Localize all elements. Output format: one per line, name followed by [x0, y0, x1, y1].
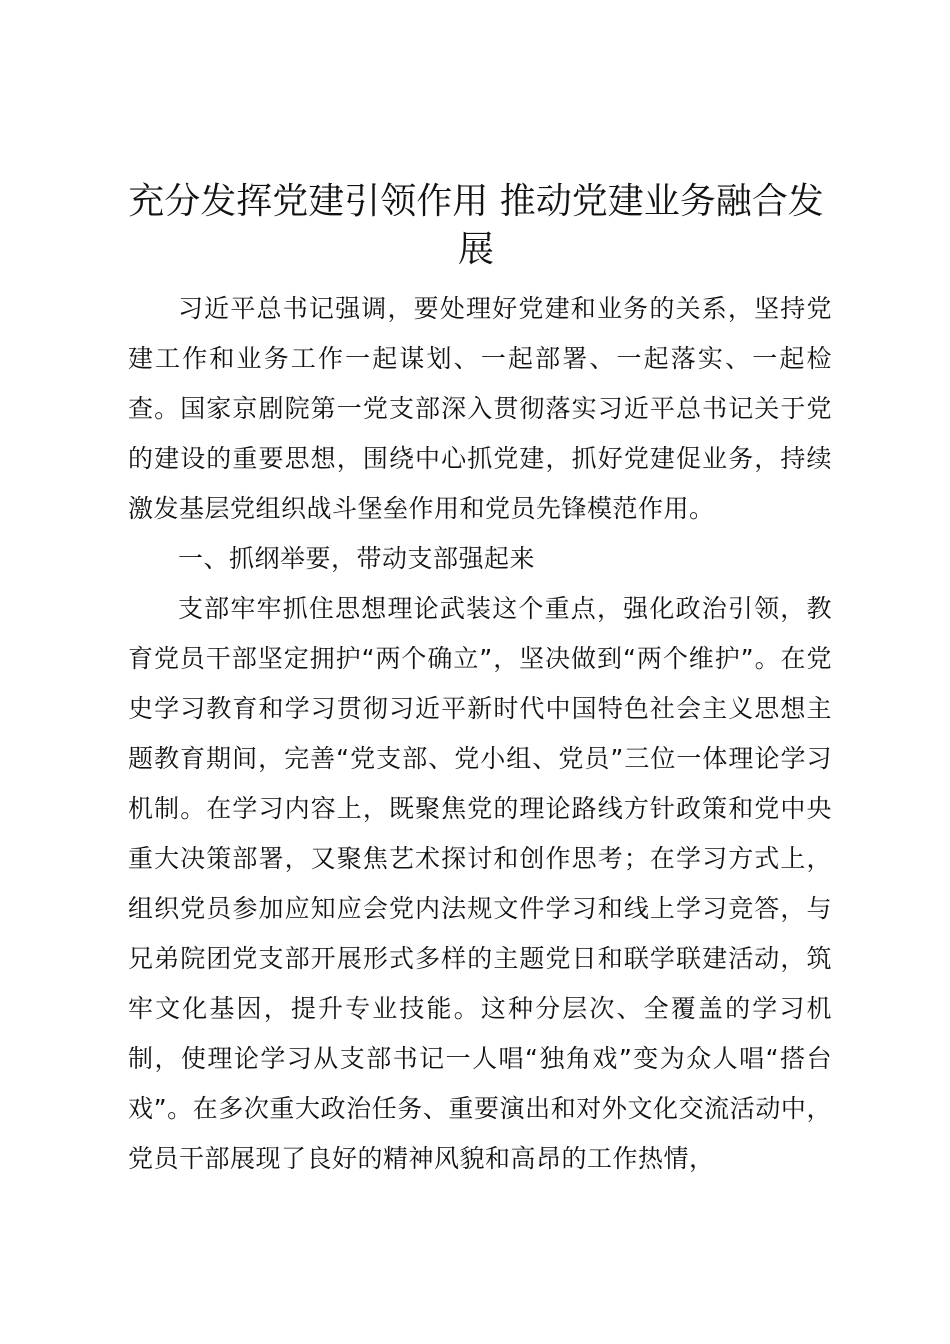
body-paragraph: 支部牢牢抓住思想理论武装这个重点，强化政治引领，教育党员干部坚定拥护“两个确立”，坚决做到“两个维护”。在党史学习教育和学习贯彻习近平新时代中国特色社会主义思想主题教育期间，完善“党支部、党小组、党员”三位一体理论学习机制。在学习内容上，既聚焦党的理论路线方针政策和党中央重大决策部署，又聚焦艺术探讨和创作思考；在学习方式上，组织党员参加应知应会党内法规文件学习和线上学习竞答，与兄弟院团党支部开展形式多样的主题党日和联学联建活动，筑牢文化基因，提升专业技能。这种分层次、全覆盖的学习机制，使理论学习从支部书记一人唱“独角戏”变为众人唱“搭台戏”。在多次重大政治任务、重要演出和对外文化交流活动中，党员干部展现了良好的精神风貌和高昂的工作热情， [128, 594, 832, 1173]
document-title: 充分发挥党建引领作用 推动党建业务融合发展 [128, 181, 824, 270]
section-heading: 一、抓纲举要，带动支部强起来 [178, 544, 536, 573]
document-body [128, 284, 832, 1184]
intro-paragraph: 习近平总书记强调，要处理好党建和业务的关系，坚持党建工作和业务工作一起谋划、一起部署、一起落实、一起检查。国家京剧院第一党支部深入贯彻落实习近平总书记关于党的建设的重要思想，围绕中心抓党建，抓好党建促业务，持续激发基层党组织战斗堡垒作用和党员先锋模范作用。 [128, 294, 832, 523]
